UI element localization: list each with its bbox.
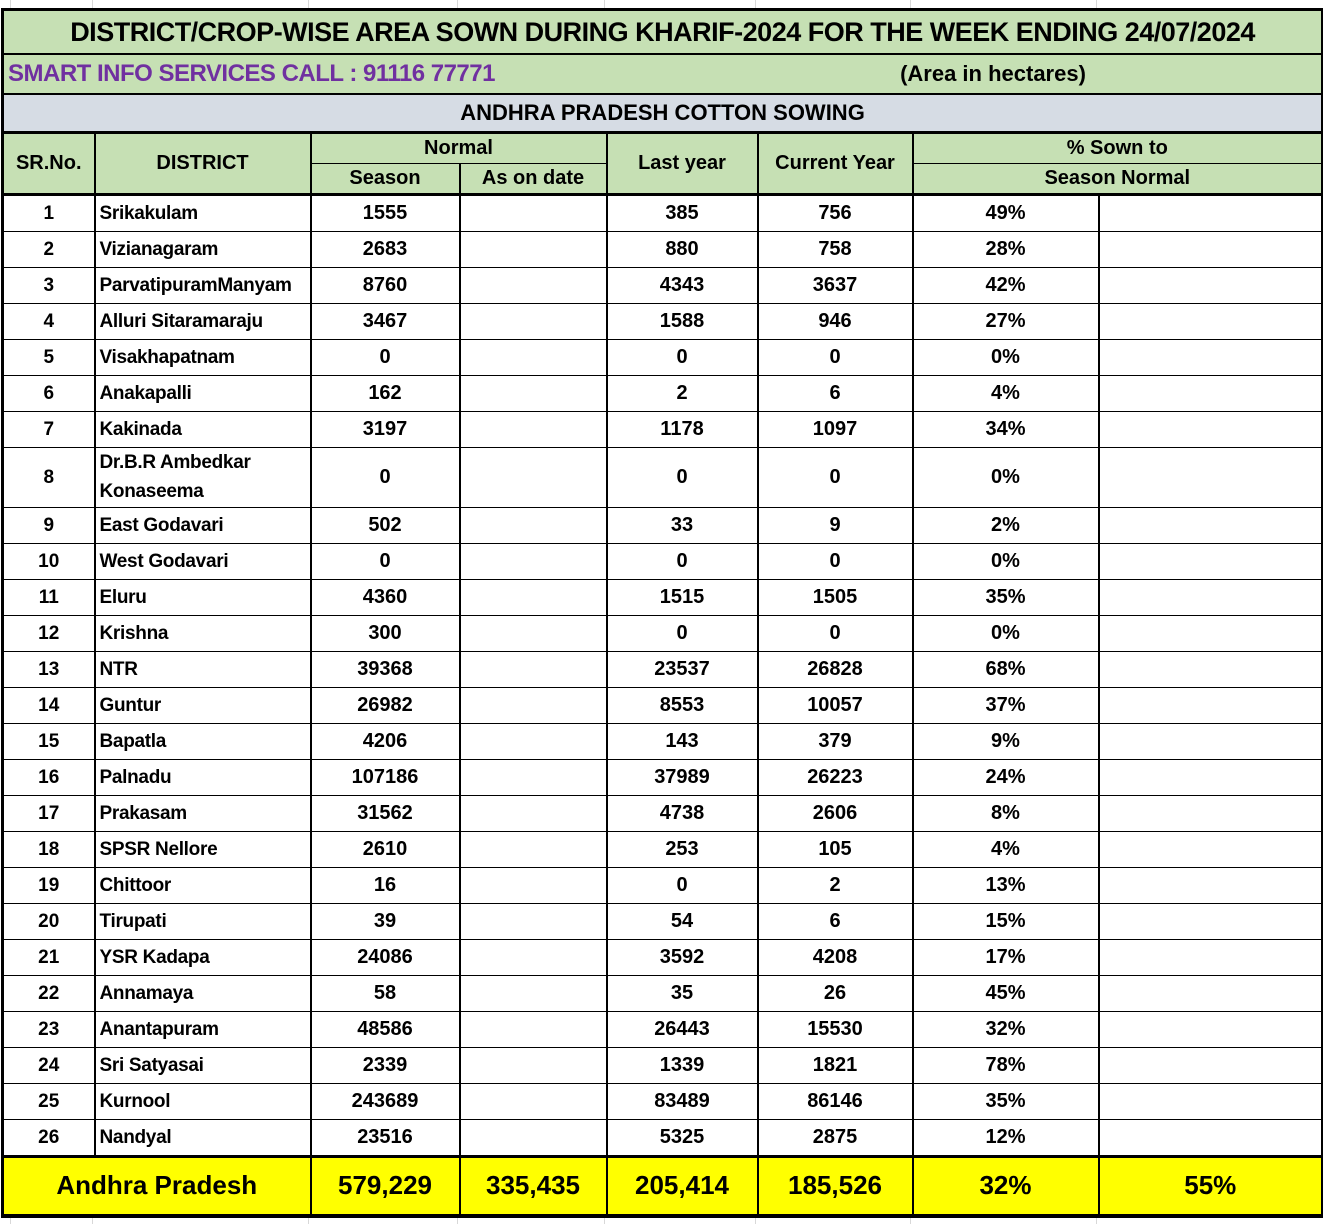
row-extra xyxy=(1099,723,1323,759)
row-as-on-date xyxy=(460,195,607,232)
row-season-normal: 24086 xyxy=(311,939,460,975)
row-district: Kurnool xyxy=(95,1083,311,1119)
row-current-year: 0 xyxy=(758,448,913,508)
row-extra xyxy=(1099,651,1323,687)
table-row xyxy=(3,448,1323,508)
row-as-on-date xyxy=(460,232,607,268)
row-as-on-date xyxy=(460,903,607,939)
row-current-year: 4208 xyxy=(758,939,913,975)
gridline-strip-bottom xyxy=(0,1218,1323,1224)
row-season-normal: 39 xyxy=(311,903,460,939)
row-extra xyxy=(1099,507,1323,543)
row-district: Krishna xyxy=(95,615,311,651)
total-label: Andhra Pradesh xyxy=(3,1156,311,1216)
row-current-year: 1097 xyxy=(758,412,913,448)
row-as-on-date xyxy=(460,579,607,615)
row-srno: 16 xyxy=(3,759,95,795)
row-pct-sown: 35% xyxy=(913,1083,1099,1119)
row-last-year: 0 xyxy=(607,867,758,903)
row-srno: 21 xyxy=(3,939,95,975)
table-body xyxy=(3,195,1323,1157)
row-season-normal: 0 xyxy=(311,448,460,508)
row-current-year: 6 xyxy=(758,376,913,412)
row-last-year: 37989 xyxy=(607,759,758,795)
row-srno: 22 xyxy=(3,975,95,1011)
section-title: ANDHRA PRADESH COTTON SOWING xyxy=(3,94,1323,133)
row-last-year: 1588 xyxy=(607,304,758,340)
table-row xyxy=(3,759,1323,795)
row-last-year: 35 xyxy=(607,975,758,1011)
row-extra xyxy=(1099,304,1323,340)
table-row xyxy=(3,975,1323,1011)
table-row xyxy=(3,723,1323,759)
row-pct-sown: 9% xyxy=(913,723,1099,759)
row-srno: 25 xyxy=(3,1083,95,1119)
row-season-normal: 26982 xyxy=(311,687,460,723)
row-last-year: 1339 xyxy=(607,1047,758,1083)
row-as-on-date xyxy=(460,448,607,508)
row-extra xyxy=(1099,195,1323,232)
table-row xyxy=(3,579,1323,615)
row-current-year: 3637 xyxy=(758,268,913,304)
row-as-on-date xyxy=(460,1011,607,1047)
row-pct-sown: 0% xyxy=(913,615,1099,651)
row-current-year: 946 xyxy=(758,304,913,340)
row-district: Bapatla xyxy=(95,723,311,759)
row-extra xyxy=(1099,903,1323,939)
row-srno: 15 xyxy=(3,723,95,759)
row-current-year: 0 xyxy=(758,340,913,376)
row-pct-sown: 37% xyxy=(913,687,1099,723)
area-unit-note: (Area in hectares) xyxy=(900,61,1086,86)
row-pct-sown: 78% xyxy=(913,1047,1099,1083)
row-district: Srikakulam xyxy=(95,195,311,232)
row-current-year: 86146 xyxy=(758,1083,913,1119)
row-extra xyxy=(1099,939,1323,975)
table-row xyxy=(3,1083,1323,1119)
row-season-normal: 3467 xyxy=(311,304,460,340)
row-season-normal: 16 xyxy=(311,867,460,903)
col-header-as-on-date: As on date xyxy=(460,164,607,195)
row-last-year: 1515 xyxy=(607,579,758,615)
row-last-year: 2 xyxy=(607,376,758,412)
row-season-normal: 1555 xyxy=(311,195,460,232)
row-srno: 9 xyxy=(3,507,95,543)
row-srno: 24 xyxy=(3,1047,95,1083)
total-pct-season-normal: 55% xyxy=(1099,1156,1323,1216)
row-srno: 2 xyxy=(3,232,95,268)
row-current-year: 26223 xyxy=(758,759,913,795)
row-srno: 14 xyxy=(3,687,95,723)
row-srno: 23 xyxy=(3,1011,95,1047)
row-extra xyxy=(1099,1011,1323,1047)
row-extra xyxy=(1099,268,1323,304)
row-current-year: 15530 xyxy=(758,1011,913,1047)
report-title: DISTRICT/CROP-WISE AREA SOWN DURING KHARIF-2024 FOR THE WEEK ENDING 24/07/2024 xyxy=(3,10,1323,55)
row-season-normal: 300 xyxy=(311,615,460,651)
row-srno: 17 xyxy=(3,795,95,831)
row-last-year: 54 xyxy=(607,903,758,939)
row-pct-sown: 0% xyxy=(913,543,1099,579)
row-extra xyxy=(1099,795,1323,831)
row-as-on-date xyxy=(460,268,607,304)
row-srno: 20 xyxy=(3,903,95,939)
row-pct-sown: 34% xyxy=(913,412,1099,448)
row-district: Chittoor xyxy=(95,867,311,903)
row-last-year: 385 xyxy=(607,195,758,232)
row-as-on-date xyxy=(460,543,607,579)
row-season-normal: 2610 xyxy=(311,831,460,867)
row-extra xyxy=(1099,1047,1323,1083)
row-as-on-date xyxy=(460,831,607,867)
table-row xyxy=(3,867,1323,903)
gridline-strip-top xyxy=(0,0,1323,8)
row-season-normal: 23516 xyxy=(311,1119,460,1156)
total-as-on-date: 335,435 xyxy=(460,1156,607,1216)
row-season-normal: 39368 xyxy=(311,651,460,687)
table-row xyxy=(3,651,1323,687)
table-row xyxy=(3,412,1323,448)
row-extra xyxy=(1099,615,1323,651)
row-district: Kakinada xyxy=(95,412,311,448)
row-pct-sown: 13% xyxy=(913,867,1099,903)
row-as-on-date xyxy=(460,759,607,795)
row-last-year: 0 xyxy=(607,543,758,579)
row-current-year: 26 xyxy=(758,975,913,1011)
row-current-year: 2875 xyxy=(758,1119,913,1156)
row-pct-sown: 68% xyxy=(913,651,1099,687)
row-pct-sown: 45% xyxy=(913,975,1099,1011)
row-last-year: 4343 xyxy=(607,268,758,304)
row-last-year: 5325 xyxy=(607,1119,758,1156)
row-srno: 5 xyxy=(3,340,95,376)
total-current-year: 185,526 xyxy=(758,1156,913,1216)
row-district: Annamaya xyxy=(95,975,311,1011)
table-row xyxy=(3,340,1323,376)
row-district: Visakhapatnam xyxy=(95,340,311,376)
col-header-current-year: Current Year xyxy=(758,133,913,195)
row-season-normal: 58 xyxy=(311,975,460,1011)
col-header-srno: SR.No. xyxy=(3,133,95,195)
row-last-year: 880 xyxy=(607,232,758,268)
row-season-normal: 0 xyxy=(311,543,460,579)
table-row xyxy=(3,543,1323,579)
row-as-on-date xyxy=(460,867,607,903)
row-extra xyxy=(1099,376,1323,412)
row-season-normal: 2683 xyxy=(311,232,460,268)
row-pct-sown: 49% xyxy=(913,195,1099,232)
row-pct-sown: 2% xyxy=(913,507,1099,543)
row-district: East Godavari xyxy=(95,507,311,543)
row-as-on-date xyxy=(460,651,607,687)
row-season-normal: 4206 xyxy=(311,723,460,759)
row-district: Anantapuram xyxy=(95,1011,311,1047)
row-district: Guntur xyxy=(95,687,311,723)
row-district: Vizianagaram xyxy=(95,232,311,268)
table-row xyxy=(3,831,1323,867)
table-row xyxy=(3,507,1323,543)
row-pct-sown: 0% xyxy=(913,340,1099,376)
row-last-year: 0 xyxy=(607,615,758,651)
row-last-year: 33 xyxy=(607,507,758,543)
row-current-year: 2 xyxy=(758,867,913,903)
row-current-year: 0 xyxy=(758,543,913,579)
row-pct-sown: 27% xyxy=(913,304,1099,340)
row-pct-sown: 4% xyxy=(913,831,1099,867)
row-current-year: 1505 xyxy=(758,579,913,615)
row-extra xyxy=(1099,687,1323,723)
row-district: Dr.B.R Ambedkar Konaseema xyxy=(95,448,311,508)
row-pct-sown: 12% xyxy=(913,1119,1099,1156)
row-srno: 13 xyxy=(3,651,95,687)
row-as-on-date xyxy=(460,795,607,831)
row-district: West Godavari xyxy=(95,543,311,579)
row-district: Alluri Sitaramaraju xyxy=(95,304,311,340)
row-srno: 10 xyxy=(3,543,95,579)
row-as-on-date xyxy=(460,1119,607,1156)
total-season-normal: 579,229 xyxy=(311,1156,460,1216)
row-srno: 4 xyxy=(3,304,95,340)
table-row xyxy=(3,1011,1323,1047)
row-extra xyxy=(1099,867,1323,903)
row-last-year: 4738 xyxy=(607,795,758,831)
table-row xyxy=(3,687,1323,723)
row-as-on-date xyxy=(460,376,607,412)
table-row xyxy=(3,795,1323,831)
table-row xyxy=(3,268,1323,304)
row-current-year: 756 xyxy=(758,195,913,232)
row-as-on-date xyxy=(460,615,607,651)
col-header-season-normal: Season Normal xyxy=(913,164,1323,195)
table-row xyxy=(3,376,1323,412)
row-srno: 12 xyxy=(3,615,95,651)
row-current-year: 379 xyxy=(758,723,913,759)
row-last-year: 8553 xyxy=(607,687,758,723)
col-header-pct-sown: % Sown to xyxy=(913,133,1323,164)
row-as-on-date xyxy=(460,304,607,340)
row-as-on-date xyxy=(460,340,607,376)
col-header-last-year: Last year xyxy=(607,133,758,195)
table-row xyxy=(3,939,1323,975)
table-row xyxy=(3,195,1323,232)
row-extra xyxy=(1099,543,1323,579)
table-row xyxy=(3,232,1323,268)
row-as-on-date xyxy=(460,1047,607,1083)
row-season-normal: 31562 xyxy=(311,795,460,831)
row-district: SPSR Nellore xyxy=(95,831,311,867)
row-season-normal: 8760 xyxy=(311,268,460,304)
row-district: NTR xyxy=(95,651,311,687)
row-last-year: 83489 xyxy=(607,1083,758,1119)
row-current-year: 10057 xyxy=(758,687,913,723)
row-season-normal: 107186 xyxy=(311,759,460,795)
row-as-on-date xyxy=(460,723,607,759)
row-last-year: 3592 xyxy=(607,939,758,975)
total-pct-sown: 32% xyxy=(913,1156,1099,1216)
row-srno: 7 xyxy=(3,412,95,448)
row-as-on-date xyxy=(460,975,607,1011)
row-extra xyxy=(1099,579,1323,615)
row-as-on-date xyxy=(460,687,607,723)
row-extra xyxy=(1099,412,1323,448)
table-row xyxy=(3,903,1323,939)
row-as-on-date xyxy=(460,939,607,975)
row-extra xyxy=(1099,1083,1323,1119)
row-srno: 18 xyxy=(3,831,95,867)
total-row xyxy=(3,1156,1323,1216)
row-extra xyxy=(1099,232,1323,268)
row-district: Nandyal xyxy=(95,1119,311,1156)
row-season-normal: 0 xyxy=(311,340,460,376)
row-season-normal: 502 xyxy=(311,507,460,543)
row-last-year: 253 xyxy=(607,831,758,867)
row-pct-sown: 35% xyxy=(913,579,1099,615)
row-district: Palnadu xyxy=(95,759,311,795)
row-district: Sri Satyasai xyxy=(95,1047,311,1083)
row-season-normal: 3197 xyxy=(311,412,460,448)
row-district: Prakasam xyxy=(95,795,311,831)
row-pct-sown: 24% xyxy=(913,759,1099,795)
row-season-normal: 4360 xyxy=(311,579,460,615)
row-extra xyxy=(1099,340,1323,376)
row-srno: 3 xyxy=(3,268,95,304)
row-last-year: 23537 xyxy=(607,651,758,687)
row-current-year: 0 xyxy=(758,615,913,651)
row-as-on-date xyxy=(460,1083,607,1119)
col-header-district: DISTRICT xyxy=(95,133,311,195)
row-pct-sown: 4% xyxy=(913,376,1099,412)
row-season-normal: 243689 xyxy=(311,1083,460,1119)
row-district: Eluru xyxy=(95,579,311,615)
row-extra xyxy=(1099,759,1323,795)
cotton-sowing-table xyxy=(1,8,1323,1218)
row-extra xyxy=(1099,1119,1323,1156)
row-srno: 19 xyxy=(3,867,95,903)
row-current-year: 758 xyxy=(758,232,913,268)
row-last-year: 0 xyxy=(607,340,758,376)
row-srno: 1 xyxy=(3,195,95,232)
row-current-year: 26828 xyxy=(758,651,913,687)
row-current-year: 1821 xyxy=(758,1047,913,1083)
row-srno: 11 xyxy=(3,579,95,615)
row-pct-sown: 17% xyxy=(913,939,1099,975)
row-district: Anakapalli xyxy=(95,376,311,412)
row-last-year: 143 xyxy=(607,723,758,759)
row-pct-sown: 42% xyxy=(913,268,1099,304)
total-last-year: 205,414 xyxy=(607,1156,758,1216)
vendor-contact-text: SMART INFO SERVICES CALL : 91116 77771 xyxy=(8,60,495,87)
row-srno: 8 xyxy=(3,448,95,508)
subtitle-wrap xyxy=(8,55,1317,93)
row-extra xyxy=(1099,831,1323,867)
row-pct-sown: 28% xyxy=(913,232,1099,268)
row-pct-sown: 32% xyxy=(913,1011,1099,1047)
row-last-year: 1178 xyxy=(607,412,758,448)
table-row xyxy=(3,1047,1323,1083)
row-pct-sown: 8% xyxy=(913,795,1099,831)
row-season-normal: 162 xyxy=(311,376,460,412)
col-header-normal: Normal xyxy=(311,133,607,164)
col-header-season: Season xyxy=(311,164,460,195)
table-row xyxy=(3,615,1323,651)
row-district: YSR Kadapa xyxy=(95,939,311,975)
row-season-normal: 48586 xyxy=(311,1011,460,1047)
row-pct-sown: 15% xyxy=(913,903,1099,939)
row-as-on-date xyxy=(460,507,607,543)
row-district: Tirupati xyxy=(95,903,311,939)
row-last-year: 26443 xyxy=(607,1011,758,1047)
table-row xyxy=(3,304,1323,340)
row-srno: 26 xyxy=(3,1119,95,1156)
row-pct-sown: 0% xyxy=(913,448,1099,508)
row-last-year: 0 xyxy=(607,448,758,508)
row-current-year: 2606 xyxy=(758,795,913,831)
row-district: ParvatipuramManyam xyxy=(95,268,311,304)
table-row xyxy=(3,1119,1323,1156)
row-current-year: 6 xyxy=(758,903,913,939)
row-season-normal: 2339 xyxy=(311,1047,460,1083)
subtitle-row xyxy=(3,54,1323,94)
row-current-year: 105 xyxy=(758,831,913,867)
row-extra xyxy=(1099,975,1323,1011)
row-as-on-date xyxy=(460,412,607,448)
row-current-year: 9 xyxy=(758,507,913,543)
row-srno: 6 xyxy=(3,376,95,412)
row-extra xyxy=(1099,448,1323,508)
